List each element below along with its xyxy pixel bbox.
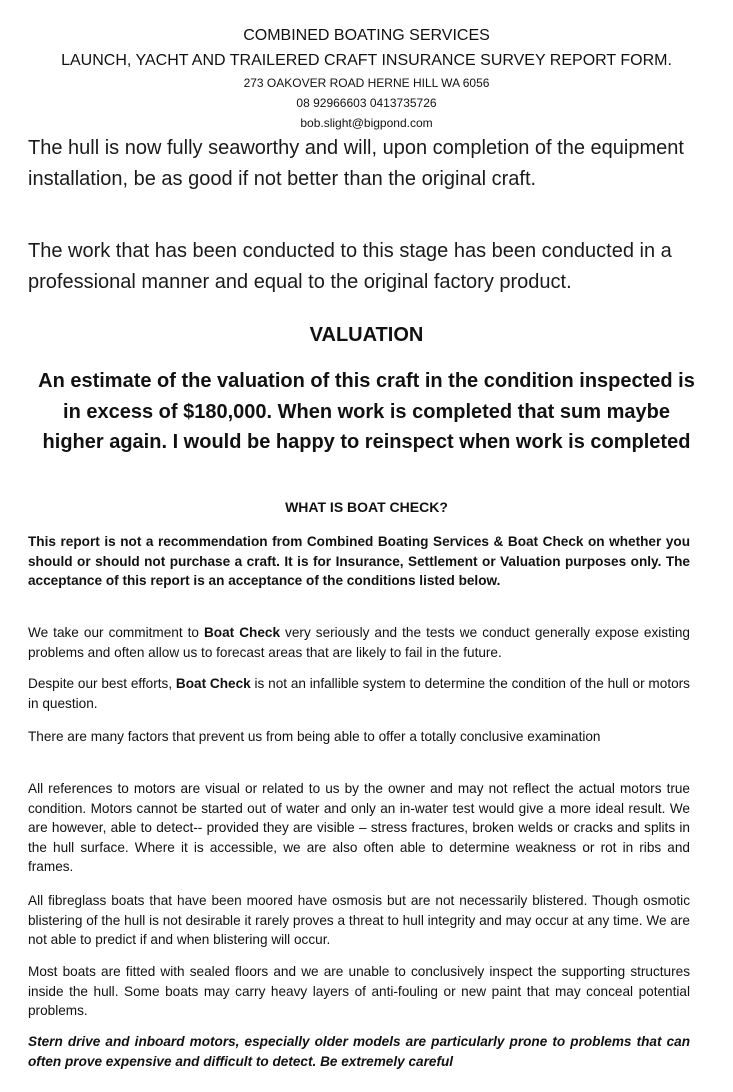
- infallible-paragraph: [28, 674, 690, 713]
- commitment-text-start: We take our commitment to: [28, 625, 204, 640]
- valuation-heading: VALUATION: [309, 324, 424, 346]
- stern-drive-warning: Stern drive and inboard motors, especially older models are particularly prone to problems that can often prove expensive and difficult to detect. Be extremely careful: [28, 1034, 690, 1069]
- form-title: LAUNCH, YACHT AND TRAILERED CRAFT INSURANCE SURVEY REPORT FORM.: [61, 52, 672, 69]
- commitment-paragraph: [28, 623, 690, 662]
- intro-paragraph-hull: The hull is now fully seaworthy and will, upon completion of the equipment installation, be as good if not better than the original craft.: [28, 137, 684, 190]
- company-email: bob.slight@bigpond.com: [300, 116, 433, 130]
- infallible-text-start: Despite our best efforts,: [28, 676, 176, 691]
- infallible-text-end: is not an infallible system to determine the condition of the hull or motors in question.: [28, 676, 690, 711]
- company-name: COMBINED BOATING SERVICES: [243, 27, 490, 44]
- boat-check-name: Boat Check: [203, 625, 281, 640]
- intro-paragraph-work: The work that has been conducted to this stage has been conducted in a professional manner and equal to the original factory product.: [28, 240, 672, 293]
- company-address: 273 OAKOVER ROAD HERNE HILL WA 6056: [243, 76, 490, 90]
- valuation-statement: An estimate of the valuation of this craft in the condition inspected is in excess of $180,000. When work is completed that sum maybe higher again. I would be happy to reinspect when work is completed: [38, 370, 695, 453]
- osmosis-paragraph: All fibreglass boats that have been moored have osmosis but are not necessarily blistered. Though osmotic blistering of the hull is not desirable it rarely proves a threat to hull integrity and may occur at any time. We are not able to predict if and when blistering will occur.: [28, 893, 690, 947]
- boat-check-name: Boat Check: [175, 676, 251, 691]
- disclaimer-paragraph: This report is not a recommendation from Combined Boating Services & Boat Check on whether you should or should not purchase a craft. It is for Insurance, Settlement or Valuation purposes only. The acceptance of this report is an acceptance of the conditions listed below.: [28, 534, 690, 588]
- boat-check-heading: WHAT IS BOAT CHECK?: [285, 499, 448, 515]
- sealed-floors-paragraph: Most boats are fitted with sealed floors and we are unable to conclusively inspect the supporting structures inside the hull. Some boats may carry heavy layers of anti-fouling or new paint that may conceal potential problems.: [28, 964, 690, 1018]
- company-phones: 08 92966603 0413735726: [296, 96, 437, 110]
- commitment-text-end: very seriously and the tests we conduct generally expose existing problems and often allow us to forecast areas that are likely to fail in the future.: [28, 625, 690, 660]
- motors-paragraph: All references to motors are visual or related to us by the owner and may not reflect the actual motors true condition. Motors cannot be started out of water and only an in-water test would give a more ideal result. We are however, able to detect-- provided they are visible – stress fractures, broken welds or cracks and splits in the hull surface. Where it is accessible, we are also often able to determine weakness or rot in ribs and frames.: [28, 781, 690, 874]
- factors-paragraph: There are many factors that prevent us from being able to offer a totally conclusive examination: [28, 729, 601, 744]
